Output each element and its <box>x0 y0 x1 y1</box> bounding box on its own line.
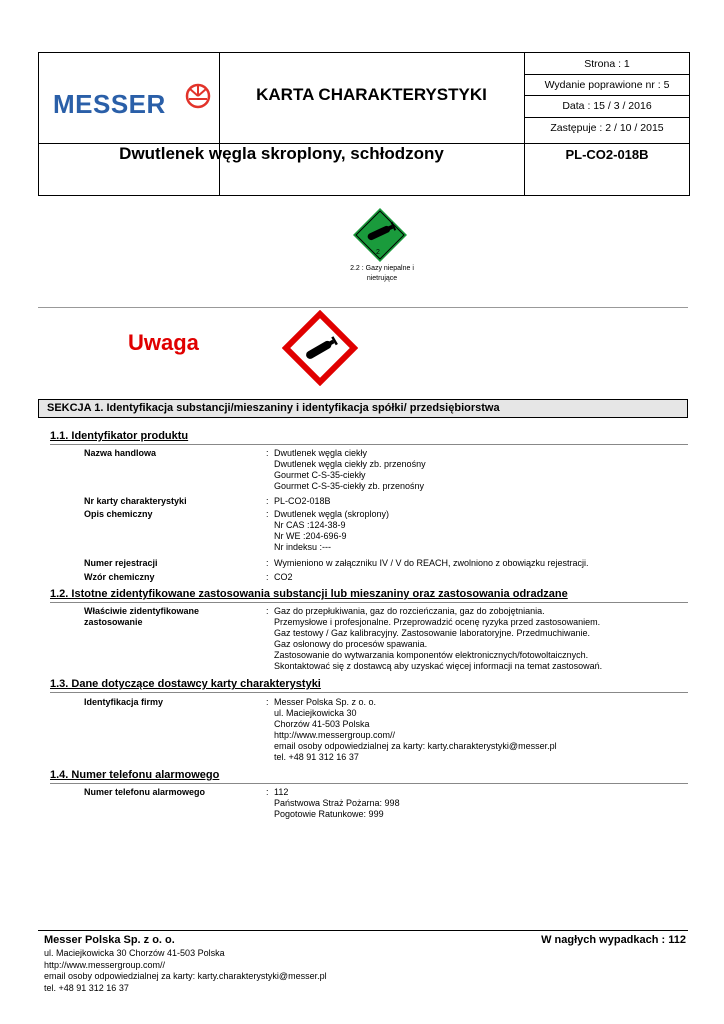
footer-divider <box>38 930 688 931</box>
section-1-header: SEKCJA 1. Identyfikacja substancji/mieszaniny i identyfikacja spółki/ przedsiębiorstwa <box>38 399 688 418</box>
transport-class-caption: 2.2 : Gazy niepalne i nietrujące <box>350 265 414 282</box>
footer-company: Messer Polska Sp. z o. o. <box>44 934 175 946</box>
header-box <box>38 52 690 196</box>
trade-name-label: Nazwa handlowa <box>84 448 157 458</box>
company-identification-label: Identyfikacja firmy <box>84 697 164 707</box>
chemical-formula: CO2 <box>274 572 293 582</box>
issue-date: Data : 15 / 3 / 2016 <box>562 100 652 112</box>
subsection-1-4-title: 1.4. Numer telefonu alarmowego <box>50 769 220 781</box>
gas-cylinder-ghs-icon <box>282 310 358 386</box>
product-name: Dwutlenek węgla skroplony, schłodzony <box>119 144 444 163</box>
transport-class-number: 2 <box>376 249 380 256</box>
revision-number: Wydanie poprawione nr : 5 <box>544 79 670 91</box>
chemical-description: Dwutlenek węgla (skroplony) Nr CAS :124-38-9 Nr WE :204-696-9 Nr indeksu :--- <box>274 509 390 552</box>
subsection-1-1-title: 1.1. Identyfikator produktu <box>50 430 189 442</box>
emergency-phones: 112 Państwowa Straż Pożarna: 998 Pogotowie Ratunkowe: 999 <box>274 787 400 819</box>
logo-text: MESSER <box>53 89 166 119</box>
gas-cylinder-green-diamond-icon <box>352 207 408 263</box>
messer-emblem-icon <box>183 81 213 111</box>
footer-contact: ul. Maciejkowicka 30 Chorzów 41-503 Polska http://www.messergroup.com// email osoby odpowiedzialnej za karty: karty.charakterystyki@messer.pl tel. +48 91 312 16 37 <box>44 948 327 993</box>
chemical-description-label: Opis chemiczny <box>84 509 153 519</box>
page-number: Strona : 1 <box>584 58 630 70</box>
chemical-formula-label: Wzór chemiczny <box>84 572 155 582</box>
product-code: PL-CO2-018B <box>565 147 649 162</box>
company-identification: Messer Polska Sp. z o. o. ul. Maciejkowicka 30 Chorzów 41-503 Polska http://www.messergroup.com// email osoby odpowiedzialnej za karty: karty.charakterystyki@messer.pl tel. +48 91 312 16 37 <box>274 697 557 762</box>
divider <box>38 307 688 308</box>
sds-number-label: Nr karty charakterystyki <box>84 496 187 506</box>
identified-uses-label: Właściwie zidentyfikowane zastosowanie <box>84 606 200 627</box>
supersedes-date: Zastępuje : 2 / 10 / 2015 <box>550 122 664 134</box>
identified-uses: Gaz do przepłukiwania, gaz do rozcieńczania, gaz do zobojętniania. Przemysłowe i profesjonalne. Przeprowadzić ocenę ryzyka przed zastosowaniem. Gaz testowy / Gaz kalibracyjny. Zastosowanie laboratoryjne. Przedmuchiwanie. Gaz osłonowy do procesów spawania. Zastosowanie do wytwarzania komponentów elektronicznych/fotowoltaicznych. Skontaktować się z dostawcą aby uzyskać więcej informacji na temat zastosowań. <box>274 606 603 671</box>
subsection-1-2-title: 1.2. Istotne zidentyfikowane zastosowania substancji lub mieszaniny oraz zastosowania odradzane <box>50 588 568 600</box>
signal-word: Uwaga <box>128 330 199 355</box>
footer-emergency-number: W nagłych wypadkach : 112 <box>541 934 686 946</box>
registration-number: Wymieniono w załączniku IV / V do REACH, zwolniono z obowiązku rejestracji. <box>274 558 589 568</box>
document-title: KARTA CHARAKTERYSTYKI <box>256 85 487 104</box>
trade-names: Dwutlenek węgla ciekły Dwutlenek węgla ciekły zb. przenośny Gourmet C-S-35-ciekły Gourmet C-S-35-ciekły zb. przenośny <box>274 448 426 491</box>
emergency-phone-label: Numer telefonu alarmowego <box>84 787 206 797</box>
registration-number-label: Numer rejestracji <box>84 558 158 568</box>
sds-number: PL-CO2-018B <box>274 496 331 506</box>
subsection-1-3-title: 1.3. Dane dotyczące dostawcy karty charakterystyki <box>50 678 321 690</box>
